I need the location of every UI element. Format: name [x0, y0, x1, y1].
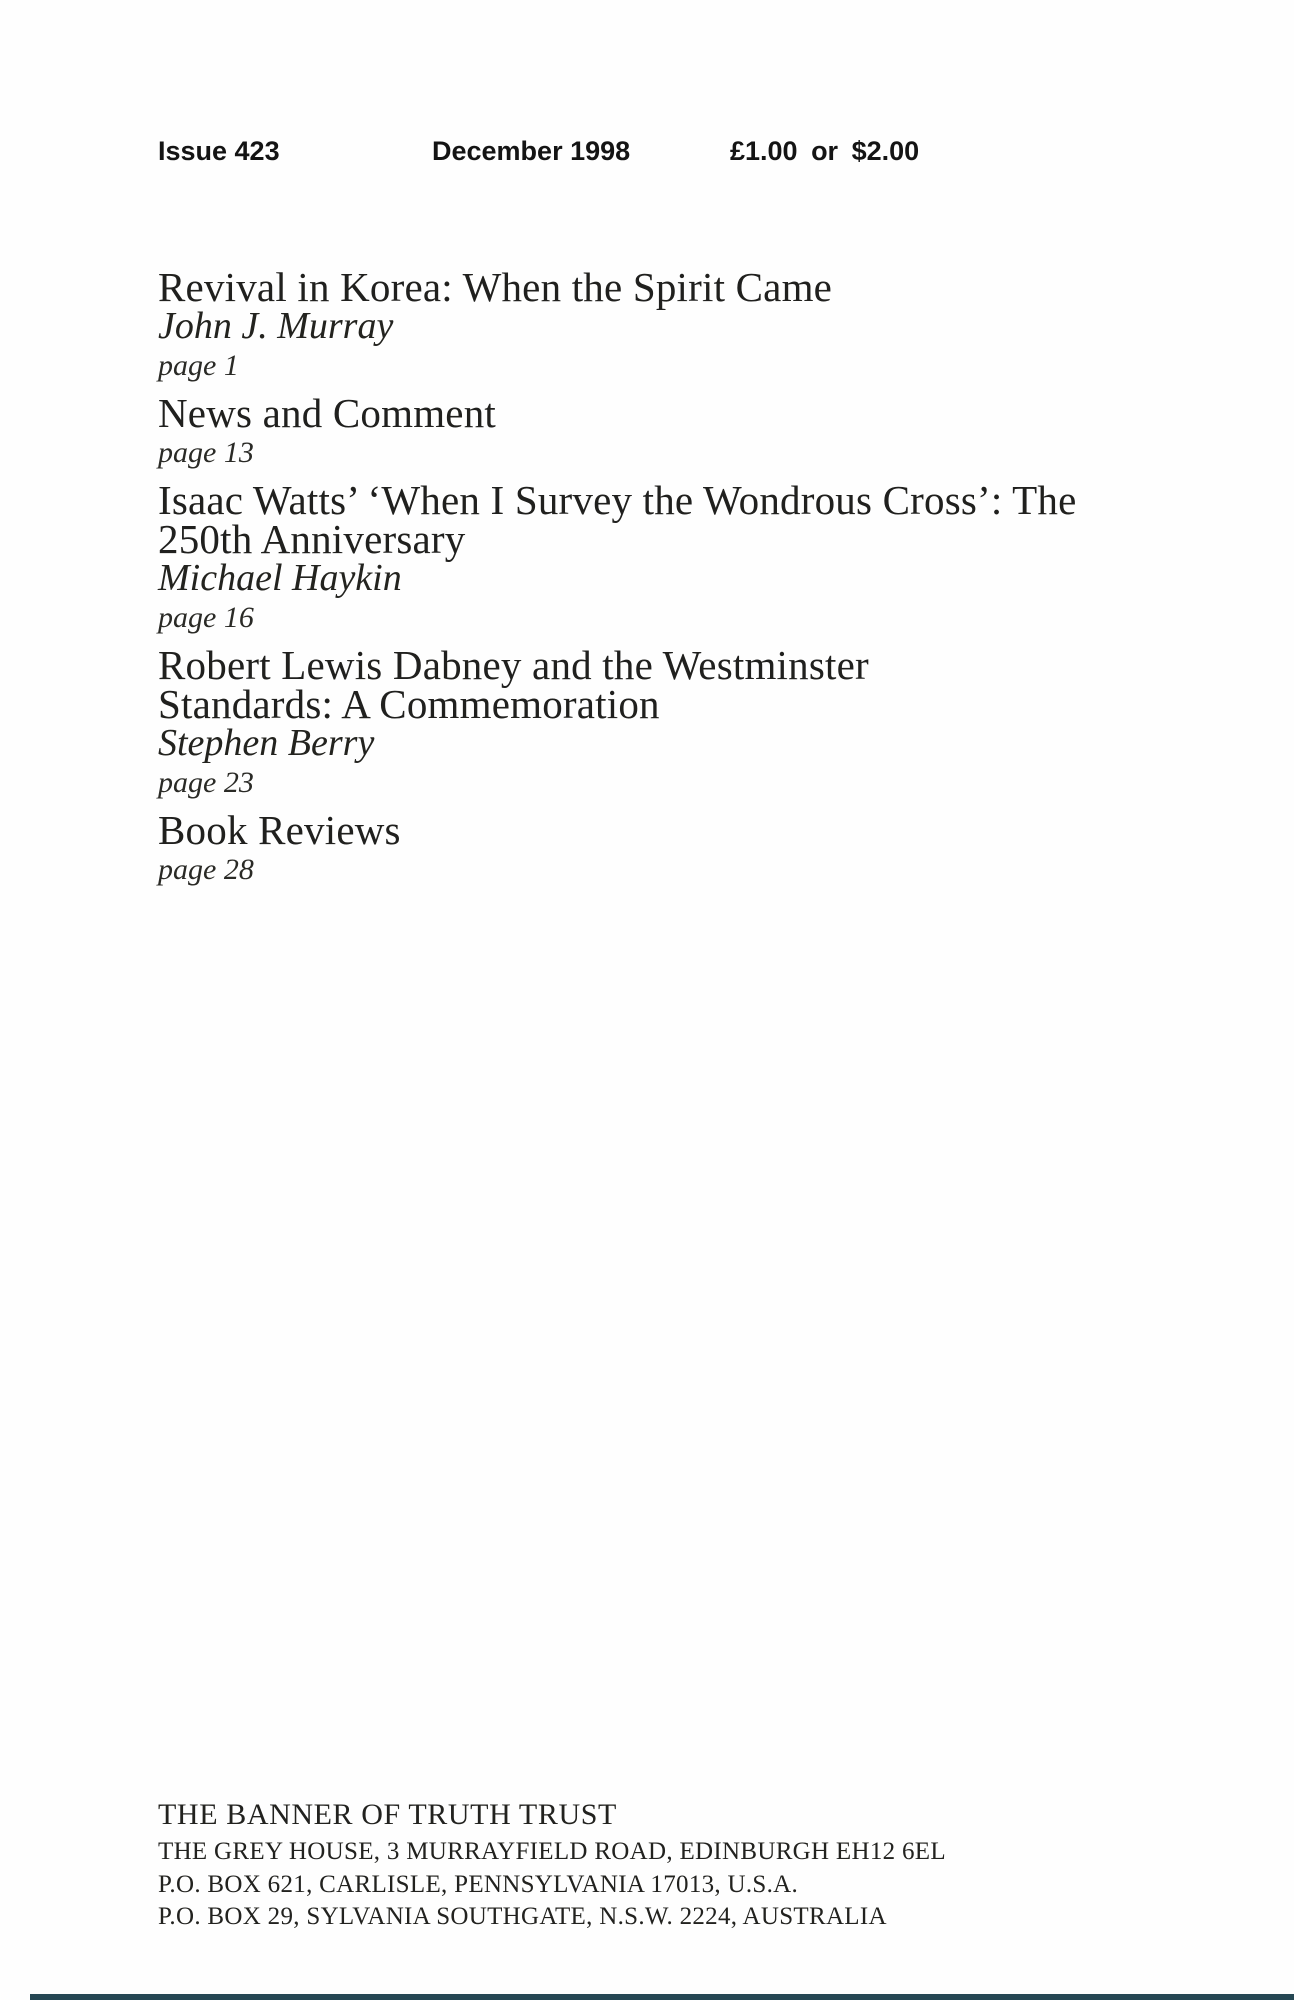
toc-entry: [158, 264, 1218, 385]
publisher-name: THE BANNER OF TRUTH TRUST: [158, 1798, 617, 1831]
article-author: Stephen Berry: [158, 722, 375, 764]
toc-entry: [158, 642, 1218, 802]
article-title: Isaac Watts’ ‘When I Survey the Wondrous Cross’: The 250th Anniversary: [158, 477, 1077, 562]
toc-entry: [158, 807, 1218, 889]
article-page-ref: page 23: [158, 766, 254, 799]
article-page-ref: page 16: [158, 601, 254, 634]
issue-number: Issue 423: [158, 136, 280, 166]
issue-price: £1.00 or $2.00: [730, 136, 920, 166]
issue-date: December 1998: [432, 136, 631, 166]
publisher-address-usa: P.O. BOX 621, CARLISLE, PENNSYLVANIA 17013, U.S.A.: [158, 1870, 799, 1898]
publisher-address-australia: P.O. BOX 29, SYLVANIA SOUTHGATE, N.S.W. 2224, AUSTRALIA: [158, 1903, 887, 1930]
article-page-ref: page 28: [158, 853, 254, 886]
article-title: News and Comment: [158, 390, 496, 436]
toc-entry: [158, 477, 1218, 637]
article-title: Revival in Korea: When the Spirit Came: [158, 264, 833, 310]
publisher-address-uk: THE GREY HOUSE, 3 MURRAYFIELD ROAD, EDINBURGH EH12 6EL: [158, 1838, 946, 1865]
publisher-block: [158, 1797, 1238, 1934]
article-page-ref: page 13: [158, 436, 254, 469]
issue-header: [0, 136, 1294, 168]
article-title: Robert Lewis Dabney and the Westminster Standards: A Commemoration: [158, 642, 869, 727]
article-page-ref: page 1: [158, 349, 239, 382]
article-author: Michael Haykin: [158, 557, 402, 599]
table-of-contents: [158, 264, 1218, 898]
article-author: John J. Murray: [158, 305, 394, 347]
toc-entry: [158, 390, 1218, 472]
article-title: Book Reviews: [158, 807, 401, 853]
bottom-edge-bar: [30, 1994, 1294, 2000]
